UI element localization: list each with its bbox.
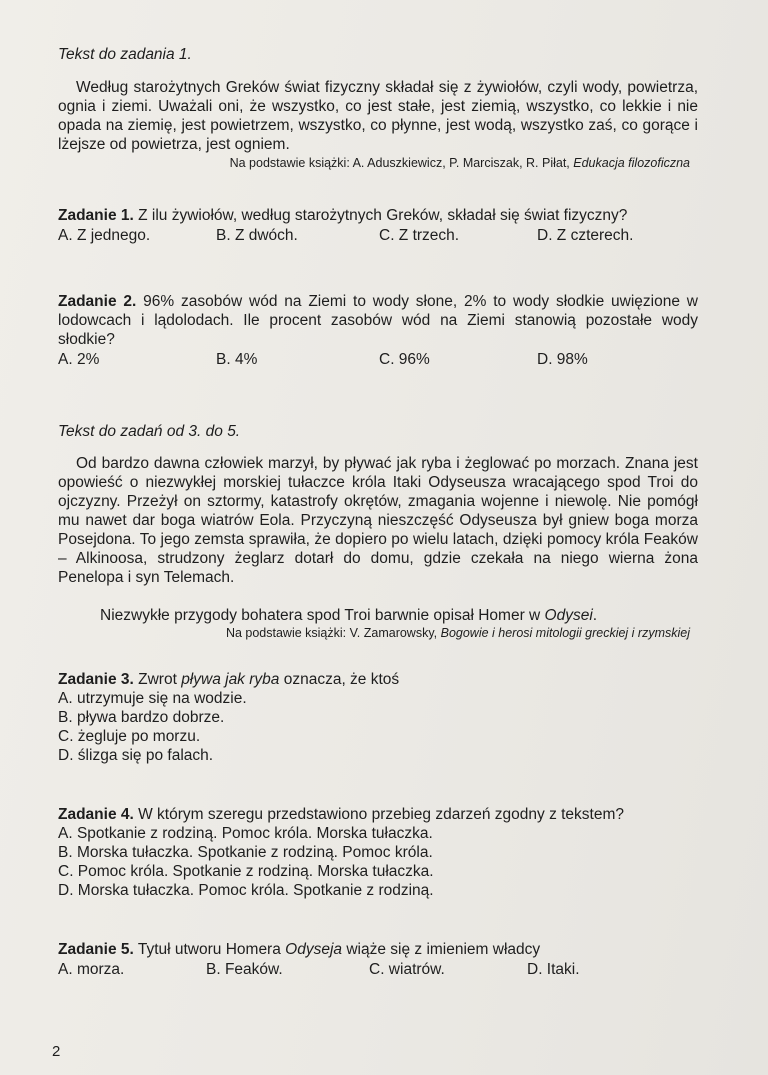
task1-option-a: A. Z jednego. [58,227,151,244]
task5-answers [58,960,698,979]
text1-source: Na podstawie książki: A. Aduszkiewicz, P. Marciszak, R. Piłat, Edukacja filozoficzna [229,156,690,170]
task3-option-b: B. pływa bardzo dobrze. [58,709,225,726]
task4-option-d: D. Morska tułaczka. Pomoc króla. Spotkanie z rodziną. [58,882,434,899]
task5-option-d: D. Itaki. [527,961,580,978]
task5-question: Zadanie 5. Tytuł utworu Homera Odyseja wiąże się z imieniem władcy [58,941,541,958]
page-number: 2 [52,1043,61,1060]
task3-option-d: D. ślizga się po falach. [58,747,214,764]
task4-options [58,824,698,900]
task2-option-c: C. 96% [379,351,430,368]
task3-question: Zadanie 3. Zwrot pływa jak ryba oznacza, że ktoś [58,671,400,688]
task2-option-a: A. 2% [58,351,100,368]
text2-closing: Niezwykłe przygody bohatera spod Troi barwnie opisał Homer w Odysei. [100,607,598,624]
task5-option-a: A. morza. [58,961,125,978]
task4-option-c: C. Pomoc króla. Spotkanie z rodziną. Morska tułaczka. [58,863,434,880]
task1-option-c: C. Z trzech. [379,227,460,244]
task1-answers [58,226,698,245]
task3-option-c: C. żegluje po morzu. [58,728,201,745]
text2-source: Na podstawie książki: V. Zamarowsky, Bogowie i herosi mitologii greckiej i rzymskiej [225,626,690,640]
task2-question: Zadanie 2. 96% zasobów wód na Ziemi to wody słone, 2% to wody słodkie uwięzione w lodowcach i lądolodach. Ile procent zasobów wód na Ziemi stanowią pozostałe wody słodkie? [58,293,698,348]
text2-body: Od bardzo dawna człowiek marzył, by pływać jak ryba i żeglować po morzach. Znana jest opowieść o niezwykłej morskiej tułaczce króla Itaki Odyseusza wracającego spod Troi do ojczyzny. Przeżył on sztormy, katastrofy okrętów, zmagania wojenne i niewolę. Nie pomógł mu nawet dar boga wiatrów Eola. Przyczyną nieszczęść Odyseusza był gniew boga morza Posejdona. To jego zemsta sprawiła, że dopiero po wielu latach, dzięki pomocy króla Feaków – Alkinoosa, strudzony żeglarz dotarł do domu, gdzie czekała na niego wierna żona Penelopa i syn Telemach. [58,455,698,586]
text1-body: Według starożytnych Greków świat fizyczny składał się z żywiołów, czyli wody, powietrza, ognia i ziemi. Uważali oni, że wszystko, co jest stałe, jest ziemią, wszystko, co lekkie i nie opada na ziemię, jest powietrzem, wszystko, co płynne, jest wodą, wszystko zaś, co gorące i lżejsze od powietrza, jest ogniem. [58,79,698,153]
task4-option-a: A. Spotkanie z rodziną. Pomoc króla. Morska tułaczka. [58,825,433,842]
task1-option-d: D. Z czterech. [537,227,634,244]
task1-option-b: B. Z dwóch. [216,227,298,244]
task5-option-b: B. Feaków. [206,961,283,978]
task1-question: Zadanie 1. Z ilu żywiołów, według starożytnych Greków, składał się świat fizyczny? [58,207,628,224]
text1-heading: Tekst do zadania 1. [58,46,192,63]
task3-option-a: A. utrzymuje się na wodzie. [58,690,247,707]
task2-answers [58,350,698,369]
text2-heading: Tekst do zadań od 3. do 5. [58,423,241,440]
task3-options [58,689,698,765]
bleed-through-shadow [688,80,768,980]
task2-option-b: B. 4% [216,351,258,368]
task2-option-d: D. 98% [537,351,588,368]
task5-option-c: C. wiatrów. [369,961,445,978]
task4-option-b: B. Morska tułaczka. Spotkanie z rodziną. Pomoc króla. [58,844,433,861]
task4-question: Zadanie 4. W którym szeregu przedstawiono przebieg zdarzeń zgodny z tekstem? [58,806,625,823]
